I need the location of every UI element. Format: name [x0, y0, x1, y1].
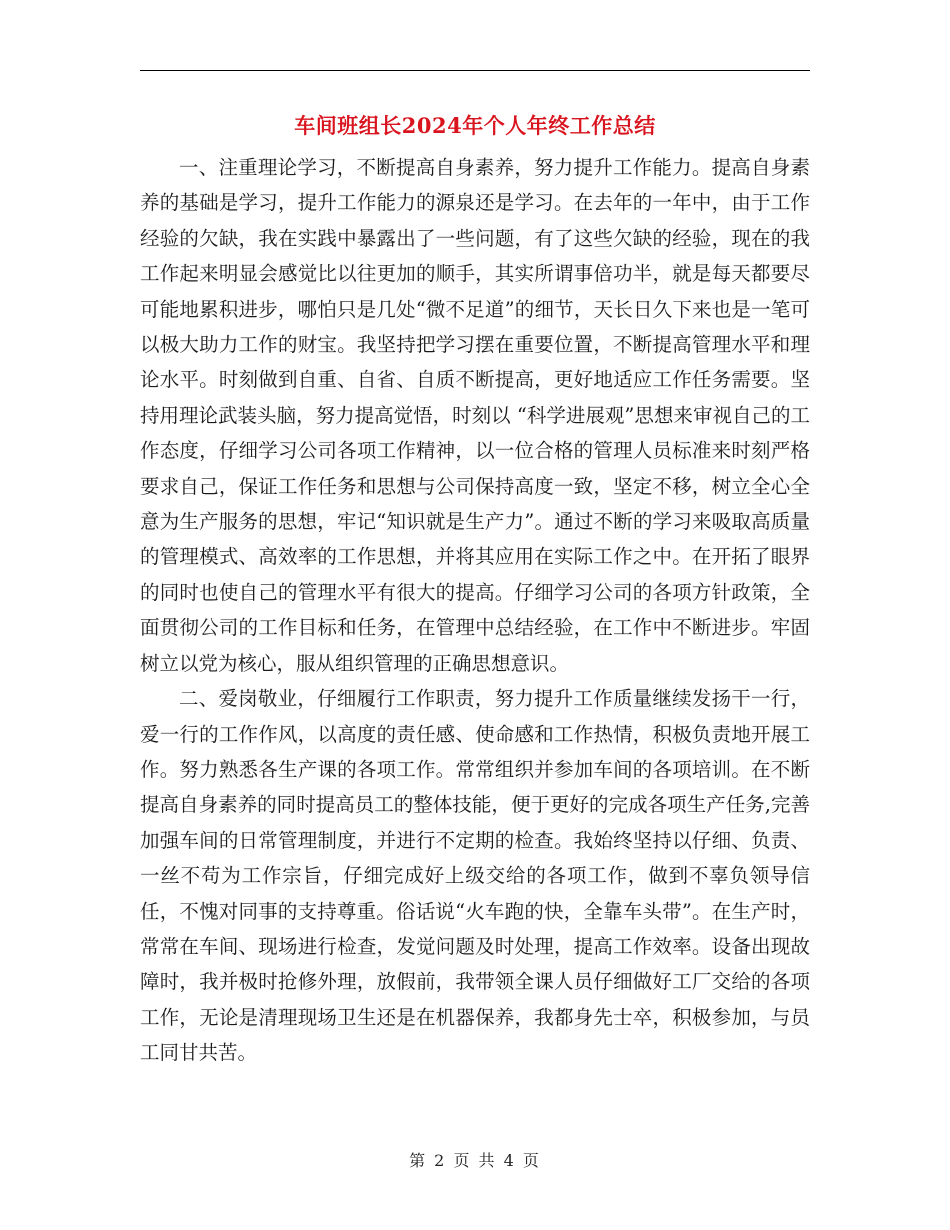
document-body: [140, 150, 810, 1071]
page-number: 第 2 页 共 4 页: [409, 1151, 541, 1170]
document-title: 车间班组长2024年个人年终工作总结: [294, 113, 656, 138]
paragraph-2: 二、爱岗敬业，仔细履行工作职责，努力提升工作质量继续发扬干一行，爱一行的工作作风，以高度的责任感、使命感和工作热情，积极负责地开展工作。努力熟悉各生产课的各项工作。常常组织并参加车间的各项培训。在不断提高自身素养的同时提高员工的整体技能，便于更好的完成各项生产任务,完善加强车间的日常管理制度，并进行不定期的检查。我始终坚持以仔细、负责、一丝不苟为工作宗旨，仔细完成好上级交给的各项工作，做到不辜负领导信任，不愧对同事的支持尊重。俗话说“火车跑的快，全靠车头带”。在生产时，常常在车间、现场进行检查，发觉问题及时处理，提高工作效率。设备出现故障时，我并极时抢修外理，放假前，我带领全课人员仔细做好工厂交给的各项工作，无论是清理现场卫生还是在机器保养，我都身先士卒，积极参加，与员工同甘共苦。: [140, 687, 810, 1065]
header-rule: [140, 70, 810, 71]
paragraph-1: 一、注重理论学习，不断提高自身素养，努力提升工作能力。提高自身素养的基础是学习，提升工作能力的源泉还是学习。在去年的一年中，由于工作经验的欠缺，我在实践中暴露出了一些问题，有了这些欠缺的经验，现在的我工作起来明显会感觉比以往更加的顺手，其实所谓事倍功半，就是每天都要尽可能地累积进步，哪怕只是几处“微不足道”的细节，天长日久下来也是一笔可以极大助力工作的财宝。我坚持把学习摆在重要位置，不断提高管理水平和理论水平。时刻做到自重、自省、自质不断提高，更好地适应工作任务需要。坚持用理论武装头脑，努力提高觉悟，时刻以 “科学进展观”思想来审视自己的工作态度，仔细学习公司各项工作精神，以一位合格的管理人员标准来时刻严格要求自己，保证工作任务和思想与公司保持高度一致，坚定不移，树立全心全意为生产服务的思想，牢记“知识就是生产力”。通过不断的学习来吸取高质量的管理模式、高效率的工作思想，并将其应用在实际工作之中。在开拓了眼界的同时也使自己的管理水平有很大的提高。仔细学习公司的各项方针政策，全面贯彻公司的工作目标和任务，在管理中总结经验，在工作中不断进步。牢固树立以党为核心，服从组织管理的正确思想意识。: [140, 156, 810, 675]
